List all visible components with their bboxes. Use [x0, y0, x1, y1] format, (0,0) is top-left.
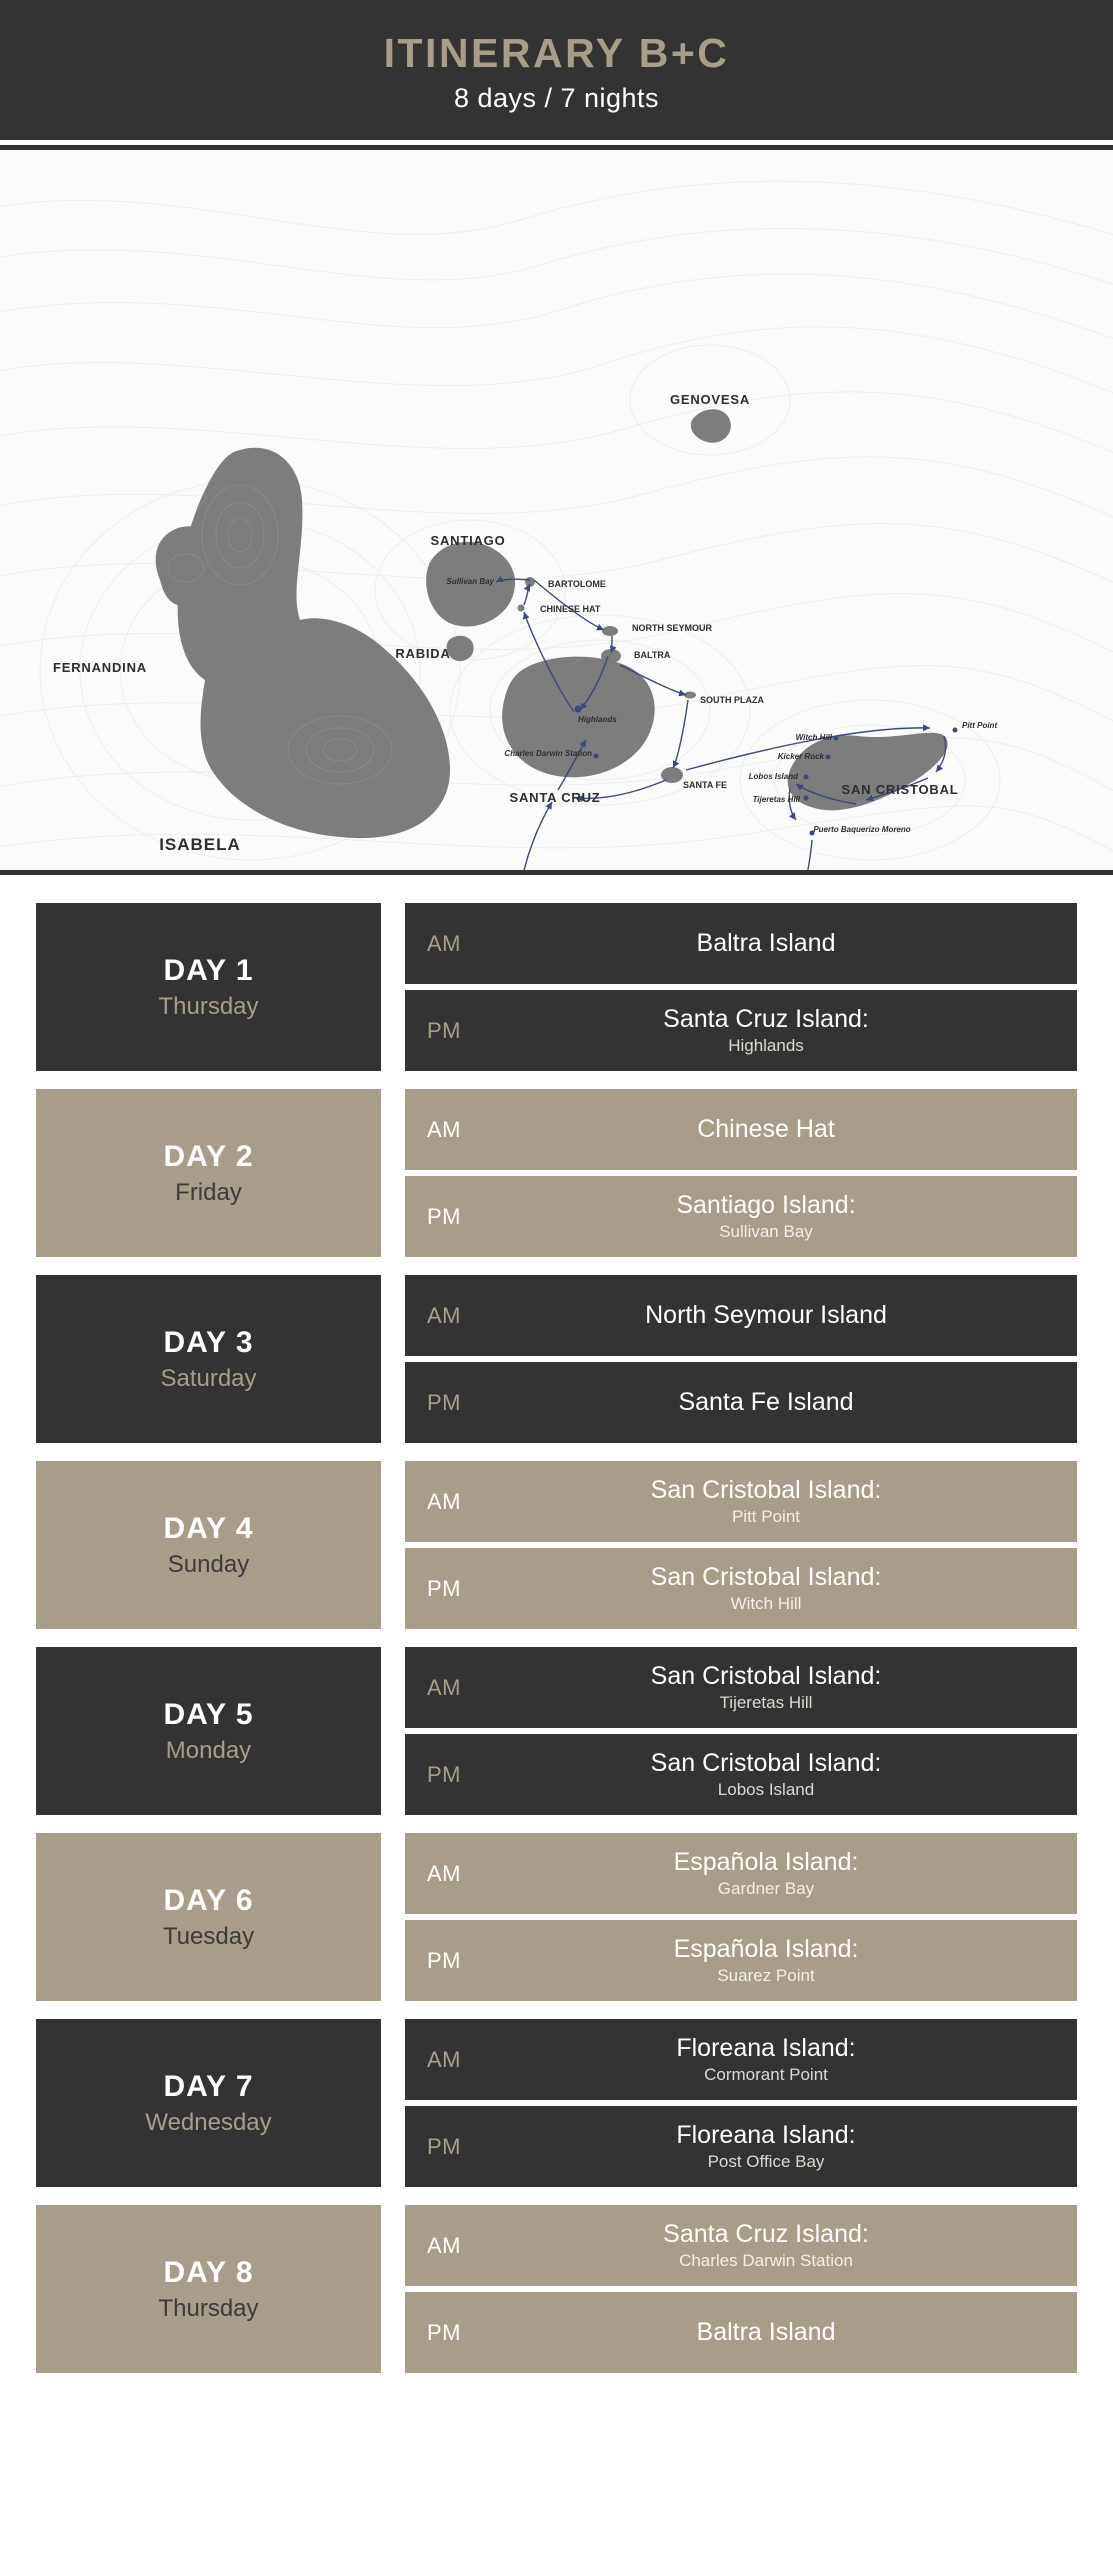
day-slots [405, 1275, 1077, 1443]
map-site-santa-fe: SANTA FE [683, 780, 727, 790]
itinerary-day-row [36, 1833, 1077, 2001]
slot-pm [405, 2292, 1077, 2373]
pm-destination [475, 2318, 1057, 2347]
am-destination [475, 1301, 1057, 1330]
am-destination-sub: Tijeretas Hill [719, 1693, 813, 1713]
map-label-san-cristobal: SAN CRISTOBAL [841, 782, 959, 797]
pm-destination-sub: Lobos Island [717, 1780, 815, 1800]
am-destination-main: Española Island: [673, 1848, 859, 1877]
itinerary-list [0, 903, 1113, 2411]
am-destination [475, 1476, 1057, 1526]
itinerary-day-row [36, 1089, 1077, 1257]
day-number: DAY 4 [163, 1511, 254, 1545]
pm-destination-main: San Cristobal Island: [650, 1749, 882, 1778]
day-slots [405, 1647, 1077, 1815]
day-label [36, 2205, 381, 2373]
am-destination-main: Santa Cruz Island: [663, 2220, 869, 2249]
map-site-witch-hill: Witch Hill [795, 733, 832, 742]
galapagos-map [0, 150, 1113, 870]
am-destination-main: Chinese Hat [697, 1115, 835, 1144]
map-site-south-plaza: SOUTH PLAZA [700, 695, 764, 705]
map-site-pitt-point: Pitt Point [962, 721, 998, 730]
pm-destination-main: Santiago Island: [676, 1191, 856, 1220]
am-label: AM [427, 1860, 461, 1886]
map-site-charles-darwin-station: Charles Darwin Station [504, 749, 592, 758]
itinerary-day-row [36, 2205, 1077, 2373]
pm-destination [475, 1935, 1057, 1985]
day-number: DAY 8 [163, 2255, 254, 2289]
page-header [0, 0, 1113, 140]
day-label [36, 1833, 381, 2001]
day-weekday: Tuesday [162, 1922, 255, 1950]
am-destination-sub: Cormorant Point [704, 2065, 828, 2085]
map-label-santiago: SANTIAGO [430, 533, 506, 548]
map-site-bartolome: BARTOLOME [548, 579, 606, 589]
day-slots [405, 2019, 1077, 2187]
day-weekday: Friday [175, 1178, 242, 1206]
pm-destination [475, 1749, 1057, 1799]
map-site-baltra: BALTRA [634, 650, 671, 660]
pm-destination-sub: Suarez Point [717, 1966, 815, 1986]
am-destination [475, 1848, 1057, 1898]
am-label: AM [427, 2232, 461, 2258]
pm-label: PM [427, 1017, 461, 1043]
slot-pm [405, 2106, 1077, 2187]
am-destination [475, 2220, 1057, 2270]
map-label-fernandina: FERNANDINA [53, 660, 147, 675]
slot-am [405, 1275, 1077, 1356]
am-destination-main: Floreana Island: [676, 2034, 856, 2063]
slot-pm [405, 1176, 1077, 1257]
slot-pm [405, 1920, 1077, 2001]
map-site-lobos-island: Lobos Island [748, 772, 798, 781]
am-destination-main: North Seymour Island [645, 1301, 887, 1330]
day-weekday: Sunday [167, 1550, 250, 1578]
pm-label: PM [427, 2319, 461, 2345]
slot-pm [405, 1362, 1077, 1443]
map-site-highlands: Highlands [578, 715, 617, 724]
day-weekday: Thursday [158, 992, 259, 1020]
day-number: DAY 7 [163, 2069, 254, 2103]
pm-destination [475, 1005, 1057, 1055]
pm-destination-main: Floreana Island: [676, 2121, 856, 2150]
itinerary-day-row [36, 2019, 1077, 2187]
map-label-rabida: RABIDA [395, 646, 451, 661]
pm-destination-sub: Sullivan Bay [719, 1222, 813, 1242]
slot-pm [405, 990, 1077, 1071]
map-label-isabela: ISABELA [159, 835, 241, 854]
map-label-genovesa: GENOVESA [669, 392, 751, 407]
am-destination-main: Baltra Island [696, 929, 836, 958]
day-label [36, 2019, 381, 2187]
am-destination-sub: Pitt Point [731, 1507, 801, 1527]
day-label [36, 1089, 381, 1257]
am-label: AM [427, 930, 461, 956]
am-destination-sub: Gardner Bay [717, 1879, 815, 1899]
pm-label: PM [427, 1203, 461, 1229]
day-label [36, 1647, 381, 1815]
map-site-kicker-rock: Kicker Rock [777, 752, 824, 761]
pm-destination [475, 2121, 1057, 2171]
pm-label: PM [427, 2133, 461, 2159]
day-label [36, 1461, 381, 1629]
day-weekday: Thursday [158, 2294, 259, 2322]
slot-am [405, 2019, 1077, 2100]
itinerary-day-row [36, 1461, 1077, 1629]
am-destination [475, 1662, 1057, 1712]
pm-destination-sub: Highlands [728, 1036, 804, 1056]
slot-am [405, 903, 1077, 984]
page-title: ITINERARY B+C [383, 29, 730, 76]
map-divider [0, 870, 1113, 875]
am-destination [475, 929, 1057, 958]
pm-destination-main: Española Island: [673, 1935, 859, 1964]
day-slots [405, 1833, 1077, 2001]
pm-label: PM [427, 1947, 461, 1973]
map-site-sullivan-bay: Sullivan Bay [446, 577, 494, 586]
map-site-chinese-hat: CHINESE HAT [540, 604, 601, 614]
am-destination [475, 1115, 1057, 1144]
map-label-santa-cruz: SANTA CRUZ [509, 790, 601, 805]
day-slots [405, 2205, 1077, 2373]
day-number: DAY 6 [163, 1883, 254, 1917]
day-number: DAY 3 [163, 1325, 254, 1359]
map-site-north-seymour: NORTH SEYMOUR [632, 623, 713, 633]
pm-label: PM [427, 1761, 461, 1787]
am-destination-sub: Charles Darwin Station [679, 2251, 853, 2271]
pm-destination-main: San Cristobal Island: [650, 1563, 882, 1592]
map-svg [0, 150, 1113, 870]
am-destination-main: San Cristobal Island: [650, 1476, 882, 1505]
slot-am [405, 1833, 1077, 1914]
day-weekday: Monday [165, 1736, 252, 1764]
day-weekday: Saturday [160, 1364, 257, 1392]
map-site-puerto-baquerizo-moreno: Puerto Baquerizo Moreno [813, 825, 911, 834]
day-weekday: Wednesday [145, 2108, 272, 2136]
pm-destination-main: Baltra Island [696, 2318, 836, 2347]
pm-destination [475, 1563, 1057, 1613]
am-label: AM [427, 1116, 461, 1142]
slot-pm [405, 1548, 1077, 1629]
slot-am [405, 1461, 1077, 1542]
day-slots [405, 903, 1077, 1071]
pm-destination [475, 1191, 1057, 1241]
am-label: AM [427, 1302, 461, 1328]
itinerary-day-row [36, 1647, 1077, 1815]
itinerary-day-row [36, 1275, 1077, 1443]
pm-destination [475, 1388, 1057, 1417]
day-label [36, 903, 381, 1071]
day-number: DAY 1 [163, 953, 254, 987]
am-label: AM [427, 1674, 461, 1700]
am-label: AM [427, 1488, 461, 1514]
pm-destination-main: Santa Fe Island [678, 1388, 854, 1417]
day-number: DAY 2 [163, 1139, 254, 1173]
day-number: DAY 5 [163, 1697, 254, 1731]
slot-pm [405, 1734, 1077, 1815]
slot-am [405, 2205, 1077, 2286]
am-destination-main: San Cristobal Island: [650, 1662, 882, 1691]
map-site-tijeretas-hill: Tijeretas Hill [752, 795, 800, 804]
day-slots [405, 1089, 1077, 1257]
am-destination [475, 2034, 1057, 2084]
slot-am [405, 1647, 1077, 1728]
pm-destination-sub: Post Office Bay [707, 2152, 825, 2172]
am-label: AM [427, 2046, 461, 2072]
itinerary-day-row [36, 903, 1077, 1071]
page-subtitle: 8 days / 7 nights [453, 83, 660, 114]
slot-am [405, 1089, 1077, 1170]
pm-label: PM [427, 1575, 461, 1601]
day-slots [405, 1461, 1077, 1629]
day-label [36, 1275, 381, 1443]
pm-label: PM [427, 1389, 461, 1415]
pm-destination-main: Santa Cruz Island: [663, 1005, 869, 1034]
pm-destination-sub: Witch Hill [730, 1594, 802, 1614]
